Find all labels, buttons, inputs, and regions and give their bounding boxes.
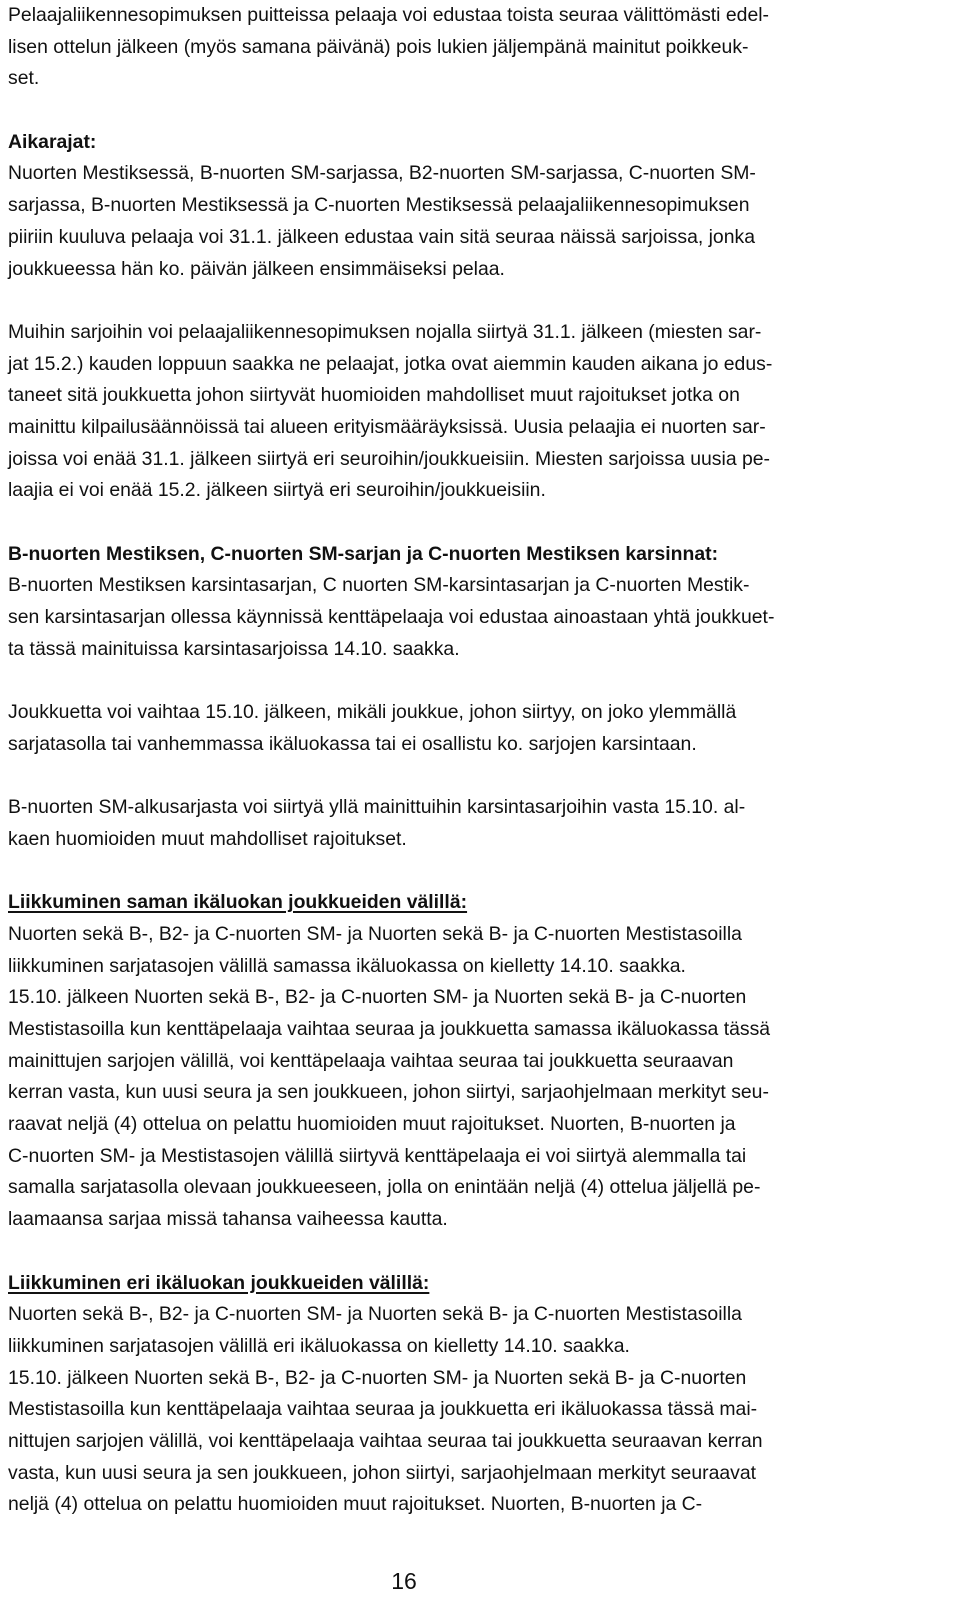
text-line: Nuorten sekä B-, B2- ja C-nuorten SM- ja Nuorten sekä B- ja C-nuorten Mestistasoilla bbox=[8, 1303, 742, 1326]
text-line: samalla sarjatasolla olevaan joukkueeseen, jolla on enintään neljä (4) ottelua jäljellä pe- bbox=[8, 1176, 761, 1199]
paragraph-gap bbox=[8, 761, 948, 793]
text-line: mainittujen sarjojen välillä, voi kenttäpelaaja vaihtaa seuraa tai joukkuetta seuraavan bbox=[8, 1049, 734, 1072]
text-line: raavat neljä (4) ottelua on pelattu huomioiden muut rajoitukset. Nuorten, B-nuorten ja bbox=[8, 1113, 736, 1136]
text-line: lisen ottelun jälkeen (myös samana päivänä) pois lukien jäljempänä mainitut poikkeuk- bbox=[8, 35, 749, 58]
text-line: sarjatasolla tai vanhemmassa ikäluokassa tai ei osallistu ko. sarjojen karsintaan. bbox=[8, 732, 697, 755]
text-line: 15.10. jälkeen Nuorten sekä B-, B2- ja C-nuorten SM- ja Nuorten sekä B- ja C-nuorten bbox=[8, 986, 747, 1009]
text-line: 15.10. jälkeen Nuorten sekä B-, B2- ja C-nuorten SM- ja Nuorten sekä B- ja C-nuorten bbox=[8, 1366, 747, 1389]
section-same-age-movement bbox=[8, 887, 948, 1236]
text-line: liikkuminen sarjatasojen välillä eri ikäluokassa on kielletty 14.10. saakka. bbox=[8, 1334, 630, 1357]
text-line: Muihin sarjoihin voi pelaajaliikennesopimuksen nojalla siirtyä 31.1. jälkeen (miesten sar- bbox=[8, 320, 762, 343]
section-heading: B-nuorten Mestiksen, C-nuorten SM-sarjan ja C-nuorten Mestiksen karsinnat: bbox=[8, 542, 719, 565]
page-number: 16 bbox=[391, 1568, 417, 1594]
text-line: vasta, kun uusi seura ja sen joukkueen, johon siirtyi, sarjaohjelmaan merkityt seuraavat bbox=[8, 1461, 756, 1484]
paragraph-gap bbox=[8, 856, 948, 888]
text-line: set. bbox=[8, 67, 40, 90]
text-line: kaen huomioiden muut mahdolliset rajoitukset. bbox=[8, 827, 407, 850]
section-age-limits bbox=[8, 127, 948, 507]
paragraph-gap bbox=[8, 95, 948, 127]
text-line: piiriin kuuluva pelaaja voi 31.1. jälkeen edustaa vain sitä seuraa näissä sarjoissa, jonka bbox=[8, 225, 755, 248]
text-line: Nuorten Mestiksessä, B-nuorten SM-sarjassa, B2-nuorten SM-sarjassa, C-nuorten SM- bbox=[8, 162, 756, 185]
text-line: ta tässä mainituissa karsintasarjoissa 14.10. saakka. bbox=[8, 637, 460, 660]
section-heading: Liikkuminen saman ikäluokan joukkueiden välillä: bbox=[8, 891, 468, 914]
document-page bbox=[8, 0, 948, 1521]
text-line: joissa voi enää 31.1. jälkeen siirtyä eri seuroihin/joukkueisiin. Miesten sarjoissa uusia pe- bbox=[8, 447, 771, 470]
text-line: C-nuorten SM- ja Mestistasojen välillä siirtyvä kenttäpelaaja ei voi siirtyä alemmalla tai bbox=[8, 1144, 747, 1167]
text-line: kerran vasta, kun uusi seura ja sen joukkueen, johon siirtyi, sarjaohjelmaan merkityt seu- bbox=[8, 1081, 769, 1104]
text-line: Joukkuetta voi vaihtaa 15.10. jälkeen, mikäli joukkue, johon siirtyy, on joko ylemmällä bbox=[8, 701, 737, 724]
text-line: neljä (4) ottelua on pelattu huomioiden muut rajoitukset. Nuorten, B-nuorten ja C- bbox=[8, 1493, 703, 1516]
paragraph-gap bbox=[8, 507, 948, 539]
paragraph-gap bbox=[8, 1236, 948, 1268]
text-line: B-nuorten Mestiksen karsintasarjan, C nuorten SM-karsintasarjan ja C-nuorten Mestik- bbox=[8, 574, 750, 597]
text-line: mainittu kilpailusäännöissä tai alueen erityismääräyksissä. Uusia pelaajia ei nuorten sar- bbox=[8, 415, 766, 438]
text-line: Pelaajaliikennesopimuksen puitteissa pelaaja voi edustaa toista seuraa välittömästi edel- bbox=[8, 4, 769, 26]
text-line: Mestistasoilla kun kenttäpelaaja vaihtaa seuraa ja joukkuetta eri ikäluokassa tässä mai- bbox=[8, 1398, 758, 1421]
text-line: laamaansa sarjaa missä tahansa vaiheessa kautta. bbox=[8, 1208, 448, 1231]
text-line: liikkuminen sarjatasojen välillä samassa ikäluokassa on kielletty 14.10. saakka. bbox=[8, 954, 686, 977]
text-line: Nuorten sekä B-, B2- ja C-nuorten SM- ja Nuorten sekä B- ja C-nuorten Mestistasoilla bbox=[8, 922, 742, 945]
intro-paragraph bbox=[8, 0, 948, 95]
text-line: laajia ei voi enää 15.2. jälkeen siirtyä eri seuroihin/joukkueisiin. bbox=[8, 479, 546, 502]
text-line: sen karsintasarjan ollessa käynnissä kenttäpelaaja voi edustaa ainoastaan yhtä joukkuet- bbox=[8, 606, 775, 629]
section-different-age-movement bbox=[8, 1268, 948, 1522]
section-heading: Aikarajat: bbox=[8, 130, 97, 153]
section-qualifiers bbox=[8, 539, 948, 856]
text-line: joukkueessa hän ko. päivän jälkeen ensimmäiseksi pelaa. bbox=[8, 257, 505, 280]
text-line: sarjassa, B-nuorten Mestiksessä ja C-nuorten Mestiksessä pelaajaliikennesopimuksen bbox=[8, 194, 750, 217]
text-line: nittujen sarjojen välillä, voi kenttäpelaaja vaihtaa seuraa tai joukkuetta seuraavan kerran bbox=[8, 1429, 763, 1452]
paragraph-gap bbox=[8, 285, 948, 317]
text-line: B-nuorten SM-alkusarjasta voi siirtyä yllä mainittuihin karsintasarjoihin vasta 15.10. al- bbox=[8, 796, 746, 819]
text-line: taneet sitä joukkuetta johon siirtyvät huomioiden mahdolliset muut rajoitukset jotka on bbox=[8, 384, 740, 407]
section-heading: Liikkuminen eri ikäluokan joukkueiden välillä: bbox=[8, 1271, 430, 1294]
paragraph-gap bbox=[8, 665, 948, 697]
text-line: Mestistasoilla kun kenttäpelaaja vaihtaa seuraa ja joukkuetta samassa ikäluokassa tässä bbox=[8, 1018, 771, 1040]
text-line: jat 15.2.) kauden loppuun saakka ne pelaajat, jotka ovat aiemmin kauden aikana jo edus- bbox=[8, 352, 773, 375]
